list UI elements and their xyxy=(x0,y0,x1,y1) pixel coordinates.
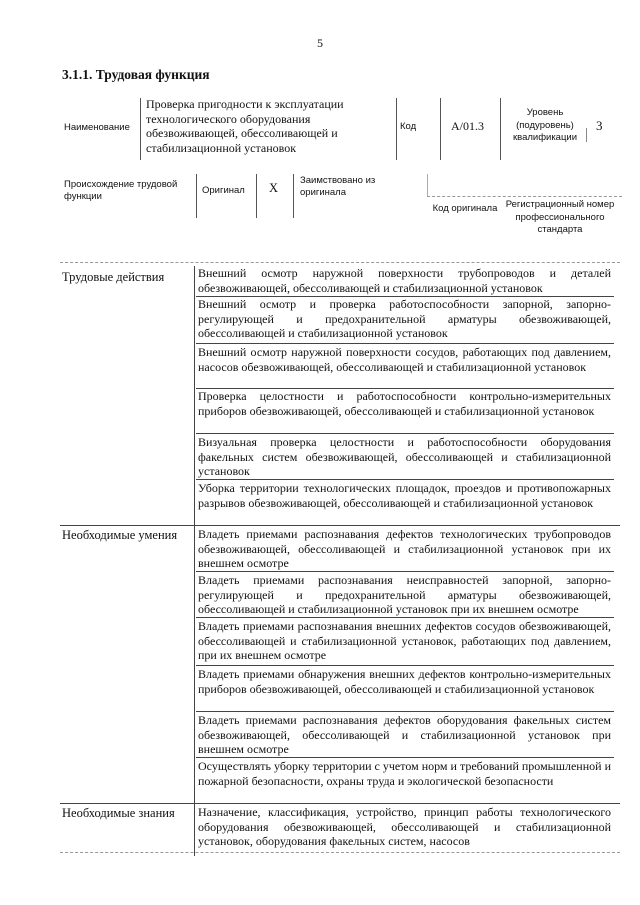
reg-number-label: Регистрационный номер профессионального стандарта xyxy=(505,199,615,235)
origin-label: Происхождение трудовой функции xyxy=(64,179,178,202)
original-mark: X xyxy=(269,181,279,195)
original-label: Оригинал xyxy=(202,185,245,196)
level-label xyxy=(508,107,582,145)
skill-row: Владеть приемами распознавания неисправностей запорной, запорно-регулирующей и предохранительной арматуры обезвоживающей, обессоливающей и стабилизационной установок при их внешнем осмотре xyxy=(198,573,611,617)
labor-action-row: Внешний осмотр наружной поверхности трубопроводов и деталей обезвоживающей, обессоливающей и стабилизационной установок xyxy=(198,266,611,295)
skill-row: Осуществлять уборку территории с учетом норм и требований промышленной и пожарной безопасности, охраны труда и экологической безопасности xyxy=(198,759,611,788)
row-divider xyxy=(196,433,614,434)
code-value: А/01.3 xyxy=(451,119,484,133)
code-value-divider xyxy=(440,98,441,160)
labor-action-row: Внешний осмотр наружной поверхности сосудов, работающих под давлением, насосов обезвоживающей, обессоливающей и стабилизационной установок xyxy=(198,345,611,374)
row-divider xyxy=(196,617,614,618)
knowledge-row: Назначение, классификация, устройство, принцип работы технологического оборудования обезвоживающей, обессоливающей и стабилизационной установок, оборудования факельных систем, насосов xyxy=(198,805,611,849)
labor-action-row: Визуальная проверка целостности и работоспособности оборудования факельных систем обезвоживающей, обессоливающей и стабилизационной установок xyxy=(198,435,611,479)
table-bottom-rule xyxy=(60,852,620,853)
group-divider xyxy=(60,525,620,526)
original-divider xyxy=(256,174,257,218)
table-top-rule xyxy=(60,262,620,263)
labor-action-row: Проверка целостности и работоспособности контрольно-измерительных приборов обезвоживающей, обессоливающей и стабилизационной установок xyxy=(198,389,611,418)
borrowed-label: Заимствовано из оригинала xyxy=(300,175,376,198)
page-number: 5 xyxy=(317,36,323,50)
origin-divider xyxy=(196,174,197,218)
code-original-divider xyxy=(427,174,428,196)
table-left-rule xyxy=(194,266,195,856)
labor-action-row: Уборка территории технологических площадок, проездов и противопожарных разрывов обезвоживающей, обессоливающей и стабилизационной установок xyxy=(198,481,611,510)
labor-action-row: Внешний осмотр и проверка работоспособности запорной, запорно-регулирующей и предохранительной арматуры обезвоживающей, обессоливающей и стабилизационной установок xyxy=(198,297,611,341)
borrowed-divider xyxy=(293,174,294,218)
section-title: 3.1.1. Трудовая функция xyxy=(62,67,210,82)
row-divider xyxy=(196,571,614,572)
group-label-skills: Необходимые умения xyxy=(62,528,178,542)
group-divider xyxy=(60,803,620,804)
level-divider xyxy=(500,98,501,160)
skill-row: Владеть приемами распознавания внешних дефектов сосудов обезвоживающей, обессоливающей и стабилизационной установок, работающих под давлением, при их внешнем осмотре xyxy=(198,619,611,663)
code-original-label: Код оригинала xyxy=(432,203,498,214)
name-divider xyxy=(140,98,141,160)
level-label-text: Уровень (подуровень) квалификации xyxy=(512,107,578,143)
skill-row: Владеть приемами распознавания дефектов оборудования факельных систем обезвоживающей, обессоливающей и стабилизационной установок при внешнем осмотре xyxy=(198,713,611,757)
skill-row: Владеть приемами обнаружения внешних дефектов контрольно-измерительных приборов обезвоживающей, обессоливающей и стабилизационной установок xyxy=(198,667,611,696)
code-label: Код xyxy=(400,121,417,132)
row-divider xyxy=(196,711,614,712)
row-divider xyxy=(196,479,614,480)
row-divider xyxy=(196,757,614,758)
row-divider xyxy=(196,665,614,666)
origin-dashed-line xyxy=(427,196,622,197)
function-name: Проверка пригодности к эксплуатации технологического оборудования обезвоживающей, обессоливающей и стабилизационной установок xyxy=(146,97,344,155)
name-label: Наименование xyxy=(64,122,130,133)
row-divider xyxy=(196,343,614,344)
level-value-divider xyxy=(586,128,587,142)
level-value: 3 xyxy=(596,118,603,133)
group-label-labor-actions: Трудовые действия xyxy=(62,270,165,284)
code-divider xyxy=(396,98,397,160)
group-label-knowledge: Необходимые знания xyxy=(62,806,175,820)
skill-row: Владеть приемами распознавания дефектов технологических трубопроводов обезвоживающей, обессоливающей и стабилизационной установок при их внешнем осмотре xyxy=(198,527,611,571)
